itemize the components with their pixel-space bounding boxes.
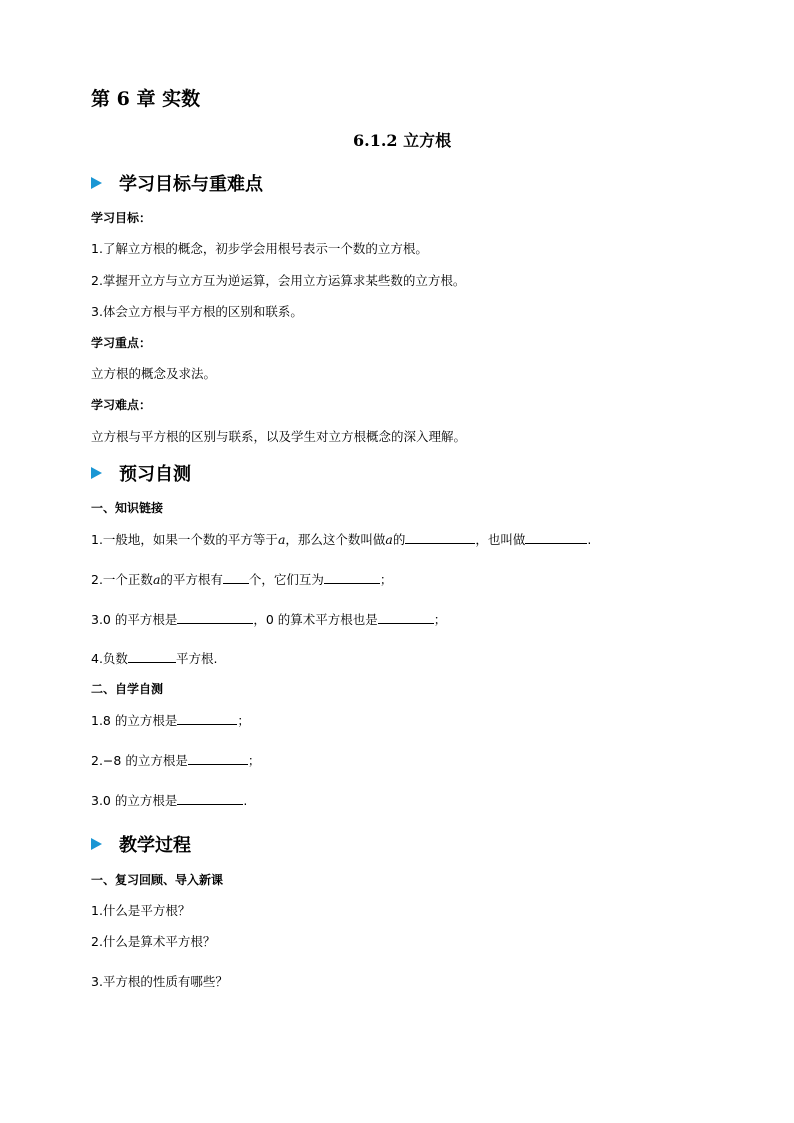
part-label: 一、复习回顾、导入新课 — [91, 873, 224, 887]
question: 3.0 的平方根是 ，0 的算术平方根也是 ； — [91, 612, 447, 627]
list-item: 3.平方根的性质有哪些？ — [91, 974, 228, 989]
triangle-right-icon — [91, 467, 102, 479]
heading-text: 教学过程 — [119, 835, 191, 856]
answer-blank[interactable] — [128, 650, 176, 663]
list-item: 2.什么是算术平方根？ — [91, 934, 216, 949]
heading-teaching — [91, 831, 191, 857]
question: 1.8 的立方根是 ； — [91, 713, 250, 728]
section-title: 6.1.2 立方根 — [353, 131, 452, 150]
question: 3.0 的立方根是 . — [91, 793, 248, 808]
heading-objectives — [91, 170, 263, 196]
part-label: 一、知识链接 — [91, 501, 164, 515]
goal-item: 3.体会立方根与平方根的区别和联系。 — [91, 304, 303, 319]
triangle-right-icon — [91, 177, 102, 189]
question: 2.−8 的立方根是 ； — [91, 753, 261, 768]
answer-blank[interactable] — [177, 792, 243, 805]
goals-label: 学习目标： — [91, 211, 152, 225]
answer-blank[interactable] — [405, 531, 475, 544]
difficult-label: 学习难点： — [91, 398, 152, 412]
answer-blank[interactable] — [177, 611, 253, 624]
key-label: 学习重点： — [91, 336, 152, 350]
triangle-right-icon — [91, 838, 102, 850]
answer-blank[interactable] — [525, 531, 587, 544]
heading-text: 学习目标与重难点 — [119, 174, 263, 195]
answer-blank[interactable] — [324, 571, 380, 584]
answer-blank[interactable] — [223, 571, 249, 584]
part-label: 二、自学自测 — [91, 682, 164, 696]
heading-text: 预习自测 — [119, 464, 191, 485]
question: 2.一个正数a的平方根有 个，它们互为 ； — [91, 572, 393, 587]
answer-blank[interactable] — [188, 752, 248, 765]
question: 1.一般地，如果一个数的平方等于a，那么这个数叫做a的 ，也叫做 . — [91, 532, 592, 547]
question: 4.负数 平方根. — [91, 651, 218, 666]
difficult-text: 立方根与平方根的区别与联系，以及学生对立方根概念的深入理解。 — [91, 429, 467, 444]
goal-item: 1.了解立方根的概念，初步学会用根号表示一个数的立方根。 — [91, 241, 428, 256]
heading-preview — [91, 460, 191, 486]
chapter-title: 第 6 章 实数 — [91, 88, 201, 110]
goal-item: 2.掌握开立方与立方互为逆运算，会用立方运算求某些数的立方根。 — [91, 273, 466, 288]
key-text: 立方根的概念及求法。 — [91, 366, 217, 381]
list-item: 1.什么是平方根？ — [91, 903, 191, 918]
answer-blank[interactable] — [378, 611, 434, 624]
answer-blank[interactable] — [177, 712, 237, 725]
